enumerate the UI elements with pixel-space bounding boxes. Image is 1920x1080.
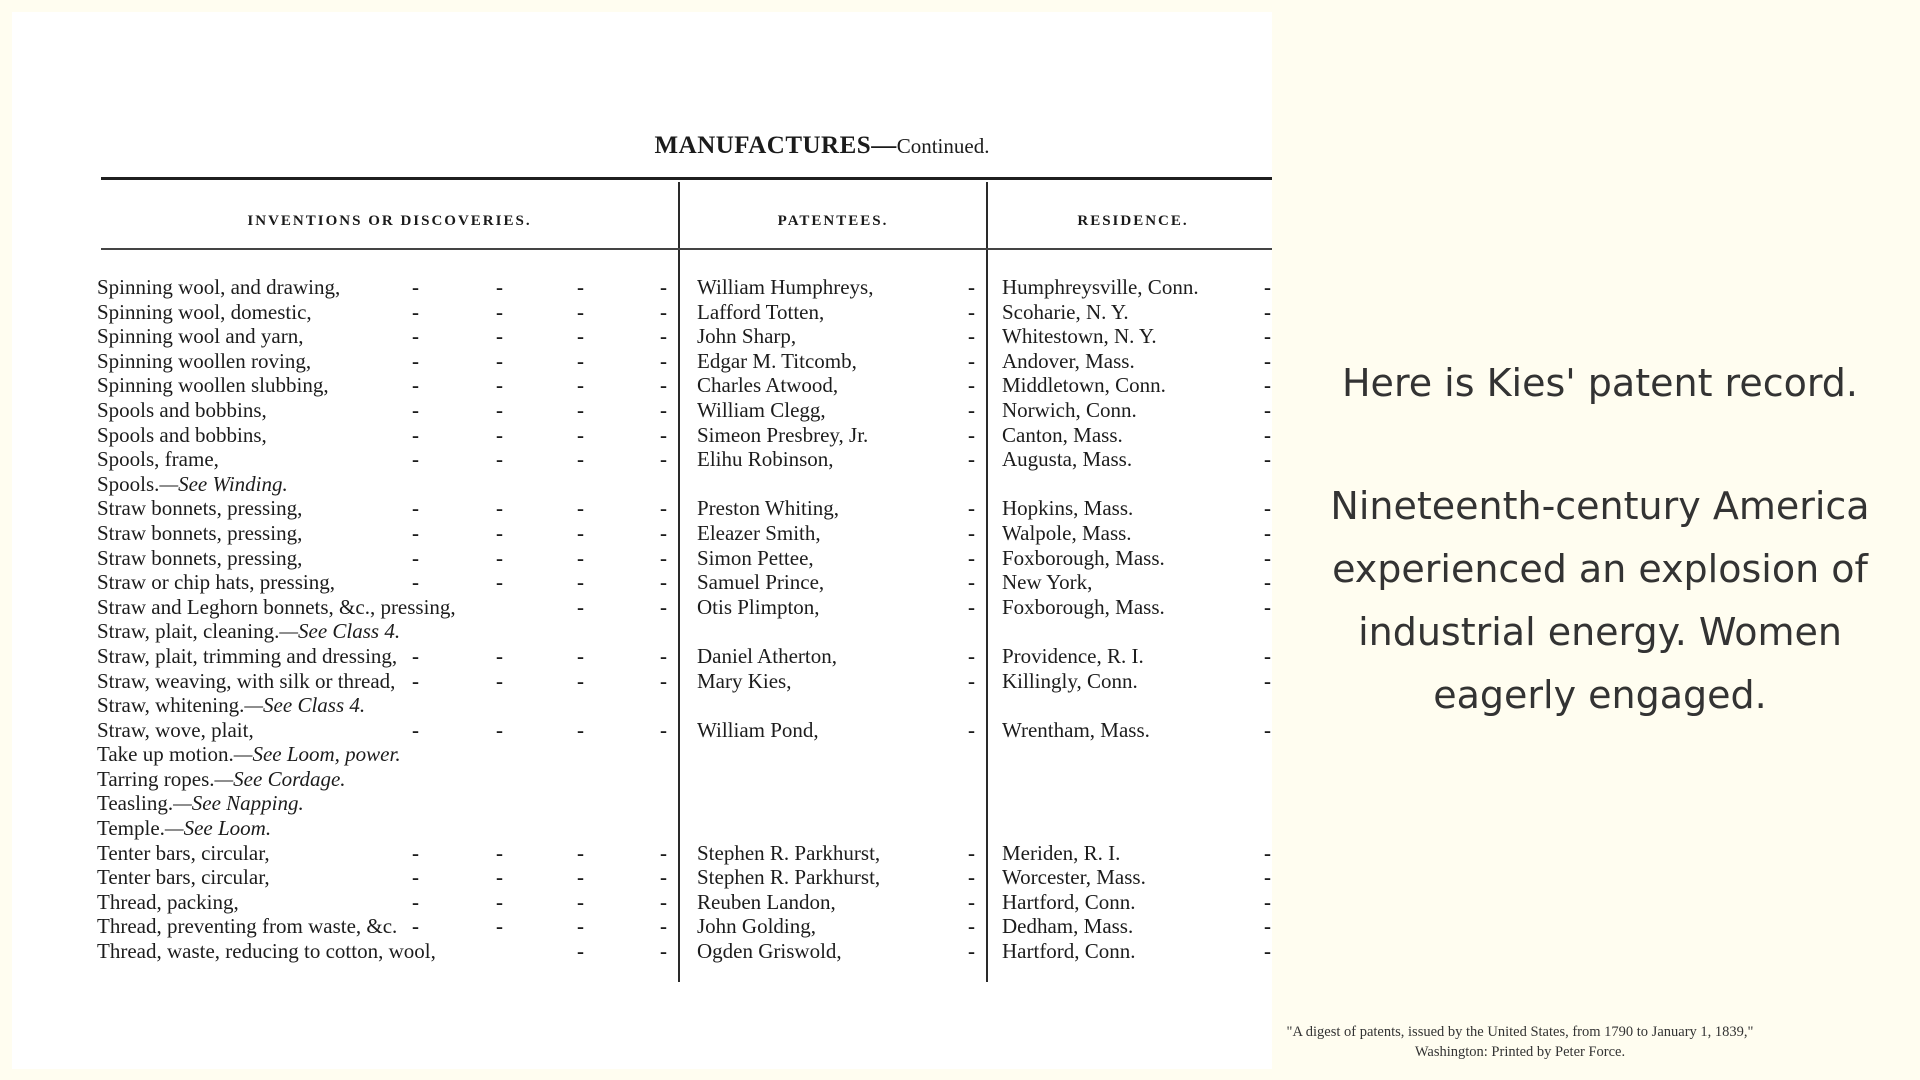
invention-text: Straw, plait, cleaning.	[97, 619, 280, 644]
leader-dash: -	[496, 496, 503, 521]
table-row	[12, 914, 1272, 939]
invention-text: Spinning wool, domestic,	[97, 299, 312, 324]
leader-dash: -	[1264, 643, 1271, 668]
invention-text: Spinning woollen slubbing,	[97, 373, 329, 398]
residence-cell: Humphreysville, Conn.	[1002, 275, 1199, 299]
residence-cell: Foxborough, Mass.	[1002, 545, 1165, 570]
patentee-cell: Otis Plimpton,	[697, 594, 820, 619]
table-row	[12, 693, 1272, 718]
invention-text: Spinning woollen roving,	[97, 348, 312, 373]
invention-text: Straw bonnets, pressing,	[97, 520, 303, 545]
invention-cell	[97, 349, 311, 373]
invention-text: Thread, packing,	[97, 889, 239, 914]
invention-text: Straw, plait, trimming and dressing,	[97, 643, 398, 668]
leader-dash: -	[1264, 914, 1271, 939]
leader-dash: -	[412, 373, 419, 398]
leader-dash: -	[1264, 545, 1271, 570]
invention-cell	[97, 841, 270, 865]
leader-dash: -	[968, 594, 975, 619]
leader-dash: -	[496, 840, 503, 865]
patentee-cell: Elihu Robinson,	[697, 447, 834, 472]
leader-dash: -	[496, 447, 503, 472]
invention-cell	[97, 742, 401, 766]
table-row	[12, 644, 1272, 669]
invention-text: Spools and bobbins,	[97, 422, 267, 447]
invention-cell	[97, 865, 270, 889]
invention-cell	[97, 373, 329, 397]
leader-dash: -	[496, 717, 503, 742]
table-row	[12, 791, 1272, 816]
residence-cell: Wrentham, Mass.	[1002, 717, 1150, 742]
table-row	[12, 349, 1272, 374]
leader-dash: -	[660, 594, 667, 619]
see-reference: —See Loom.	[164, 816, 272, 841]
invention-cell	[97, 496, 302, 520]
leader-dash: -	[412, 570, 419, 595]
leader-dash: -	[968, 447, 975, 472]
invention-text: Thread, waste, reducing to cotton, wool,	[97, 939, 436, 964]
leader-dash: -	[577, 496, 584, 521]
leader-dash: -	[968, 348, 975, 373]
invention-text: Spools and bobbins,	[97, 397, 267, 422]
table-row	[12, 570, 1272, 595]
invention-cell	[97, 619, 400, 643]
invention-text: Straw, whitening.	[97, 693, 245, 718]
leader-dash: -	[496, 324, 503, 349]
leader-dash: -	[968, 643, 975, 668]
leader-dash: -	[968, 324, 975, 349]
leader-dash: -	[577, 570, 584, 595]
invention-text: Spinning wool and yarn,	[97, 324, 304, 349]
leader-dash: -	[412, 643, 419, 668]
invention-cell	[97, 398, 267, 422]
column-header-inventions: INVENTIONS OR DISCOVERIES.	[247, 213, 532, 229]
leader-dash: -	[660, 914, 667, 939]
leader-dash: -	[1264, 939, 1271, 964]
invention-text: Straw or chip hats, pressing,	[97, 570, 335, 595]
patentee-cell: Charles Atwood,	[697, 373, 839, 398]
leader-dash: -	[660, 324, 667, 349]
leader-dash: -	[968, 397, 975, 422]
leader-dash: -	[660, 348, 667, 373]
invention-cell	[97, 669, 395, 693]
table-row	[12, 841, 1272, 866]
invention-text: Straw bonnets, pressing,	[97, 496, 303, 521]
residence-cell: Whitestown, N. Y.	[1002, 324, 1157, 349]
residence-cell: Dedham, Mass.	[1002, 914, 1134, 939]
leader-dash: -	[412, 717, 419, 742]
table-row	[12, 472, 1272, 497]
leader-dash: -	[496, 275, 503, 299]
patentee-cell: William Clegg,	[697, 397, 826, 422]
leader-dash: -	[412, 447, 419, 472]
leader-dash: -	[577, 643, 584, 668]
title-continued: Continued.	[896, 134, 990, 158]
leader-dash: -	[577, 324, 584, 349]
table-row	[12, 496, 1272, 521]
invention-cell	[97, 718, 254, 742]
leader-dash: -	[577, 520, 584, 545]
invention-cell	[97, 275, 340, 299]
leader-dash: -	[968, 545, 975, 570]
see-reference: —See Winding.	[159, 471, 288, 496]
table-row	[12, 447, 1272, 472]
table-row	[12, 619, 1272, 644]
table-row	[12, 521, 1272, 546]
leader-dash: -	[1264, 275, 1271, 299]
residence-cell: Augusta, Mass.	[1002, 447, 1133, 472]
leader-dash: -	[496, 397, 503, 422]
leader-dash: -	[412, 914, 419, 939]
table-row	[12, 890, 1272, 915]
leader-dash: -	[968, 840, 975, 865]
invention-text: Temple.	[97, 816, 165, 841]
residence-cell: New York,	[1002, 570, 1093, 595]
leader-dash: -	[968, 717, 975, 742]
patent-table-body	[12, 275, 1272, 964]
title-dash: —	[871, 132, 897, 159]
leader-dash: -	[496, 520, 503, 545]
leader-dash: -	[577, 668, 584, 693]
invention-cell	[97, 767, 346, 791]
invention-text: Straw bonnets, pressing,	[97, 545, 303, 570]
document-title	[12, 132, 1272, 160]
table-row	[12, 398, 1272, 423]
residence-cell: Hopkins, Mass.	[1002, 496, 1134, 521]
invention-text: Take up motion.	[97, 742, 234, 767]
patentee-cell: Simon Pettee,	[697, 545, 814, 570]
leader-dash: -	[968, 570, 975, 595]
leader-dash: -	[660, 447, 667, 472]
patentee-cell: Mary Kies,	[697, 668, 792, 693]
leader-dash: -	[1264, 373, 1271, 398]
table-header-rule	[101, 248, 1272, 250]
leader-dash: -	[412, 840, 419, 865]
residence-cell: Foxborough, Mass.	[1002, 594, 1165, 619]
residence-cell: Andover, Mass.	[1002, 348, 1135, 373]
patentee-cell: John Golding,	[697, 914, 817, 939]
residence-cell: Canton, Mass.	[1002, 422, 1123, 447]
leader-dash: -	[496, 373, 503, 398]
patentee-cell: Daniel Atherton,	[697, 643, 837, 668]
invention-text: Straw, weaving, with silk or thread,	[97, 668, 396, 693]
leader-dash: -	[968, 520, 975, 545]
leader-dash: -	[496, 570, 503, 595]
invention-text: Teasling.	[97, 791, 174, 816]
invention-cell	[97, 324, 303, 348]
leader-dash: -	[660, 545, 667, 570]
leader-dash: -	[968, 373, 975, 398]
invention-cell	[97, 472, 288, 496]
see-reference: —See Class 4.	[279, 619, 401, 644]
table-row	[12, 865, 1272, 890]
source-citation: "A digest of patents, issued by the United States, from 1790 to January 1, 1839," Washington: Printed by Peter Force.	[1286, 1024, 1754, 1060]
leader-dash: -	[1264, 299, 1271, 324]
invention-cell	[97, 447, 219, 471]
see-reference: —See Napping.	[173, 791, 304, 816]
leader-dash: -	[1264, 668, 1271, 693]
leader-dash: -	[412, 865, 419, 890]
leader-dash: -	[968, 496, 975, 521]
table-row	[12, 423, 1272, 448]
invention-text: Straw, wove, plait,	[97, 717, 254, 742]
invention-cell	[97, 595, 456, 619]
leader-dash: -	[496, 545, 503, 570]
see-reference: —See Class 4.	[244, 693, 366, 718]
leader-dash: -	[1264, 447, 1271, 472]
leader-dash: -	[660, 570, 667, 595]
residence-cell: Norwich, Conn.	[1002, 397, 1137, 422]
leader-dash: -	[577, 865, 584, 890]
leader-dash: -	[660, 422, 667, 447]
commentary-intro: Here is Kies' patent record.	[1341, 361, 1859, 405]
leader-dash: -	[968, 299, 975, 324]
leader-dash: -	[660, 373, 667, 398]
leader-dash: -	[660, 889, 667, 914]
leader-dash: -	[1264, 840, 1271, 865]
leader-dash: -	[577, 545, 584, 570]
leader-dash: -	[577, 348, 584, 373]
leader-dash: -	[968, 275, 975, 299]
invention-text: Tenter bars, circular,	[97, 865, 270, 890]
leader-dash: -	[1264, 594, 1271, 619]
invention-cell	[97, 914, 397, 938]
see-reference: —See Loom, power.	[233, 742, 401, 767]
table-row	[12, 718, 1272, 743]
invention-cell	[97, 546, 302, 570]
table-row	[12, 669, 1272, 694]
table-row	[12, 816, 1272, 841]
leader-dash: -	[660, 668, 667, 693]
leader-dash: -	[968, 939, 975, 964]
leader-dash: -	[1264, 717, 1271, 742]
title-main: MANUFACTURES	[654, 132, 872, 159]
leader-dash: -	[1264, 397, 1271, 422]
invention-text: Spinning wool, and drawing,	[97, 275, 341, 299]
leader-dash: -	[496, 299, 503, 324]
residence-cell: Walpole, Mass.	[1002, 520, 1132, 545]
leader-dash: -	[577, 397, 584, 422]
residence-cell: Worcester, Mass.	[1002, 865, 1146, 890]
patentee-cell: Eleazer Smith,	[697, 520, 821, 545]
patentee-cell: Preston Whiting,	[697, 496, 839, 521]
patentee-cell: Ogden Griswold,	[697, 939, 842, 964]
leader-dash: -	[660, 496, 667, 521]
leader-dash: -	[577, 939, 584, 964]
leader-dash: -	[660, 840, 667, 865]
column-header-patentees: PATENTEES.	[777, 213, 889, 229]
table-row	[12, 595, 1272, 620]
leader-dash: -	[660, 939, 667, 964]
table-row	[12, 373, 1272, 398]
invention-cell	[97, 570, 335, 594]
residence-cell: Scoharie, N. Y.	[1002, 299, 1129, 324]
leader-dash: -	[496, 422, 503, 447]
leader-dash: -	[412, 275, 419, 299]
patentee-cell: Reuben Landon,	[697, 889, 836, 914]
leader-dash: -	[577, 889, 584, 914]
leader-dash: -	[660, 717, 667, 742]
leader-dash: -	[412, 299, 419, 324]
leader-dash: -	[412, 422, 419, 447]
invention-cell	[97, 644, 397, 668]
patent-record-scan	[12, 12, 1272, 1069]
patentee-cell: Lafford Totten,	[697, 299, 825, 324]
leader-dash: -	[412, 348, 419, 373]
table-row	[12, 275, 1272, 300]
leader-dash: -	[412, 397, 419, 422]
invention-cell	[97, 693, 365, 717]
leader-dash: -	[660, 275, 667, 299]
leader-dash: -	[660, 643, 667, 668]
leader-dash: -	[1264, 422, 1271, 447]
leader-dash: -	[577, 299, 584, 324]
invention-cell	[97, 816, 271, 840]
leader-dash: -	[412, 324, 419, 349]
leader-dash: -	[496, 865, 503, 890]
residence-cell: Middletown, Conn.	[1002, 373, 1166, 398]
leader-dash: -	[577, 717, 584, 742]
invention-cell	[97, 300, 312, 324]
patentee-cell: Edgar M. Titcomb,	[697, 348, 857, 373]
leader-dash: -	[496, 889, 503, 914]
invention-text: Spools.	[97, 471, 160, 496]
residence-cell: Meriden, R. I.	[1002, 840, 1121, 865]
residence-cell: Providence, R. I.	[1002, 643, 1144, 668]
invention-text: Thread, preventing from waste, &c.	[97, 914, 398, 939]
invention-cell	[97, 521, 302, 545]
leader-dash: -	[660, 520, 667, 545]
leader-dash: -	[577, 422, 584, 447]
see-reference: —See Cordage.	[214, 766, 346, 791]
invention-text: Tarring ropes.	[97, 766, 215, 791]
table-top-rule	[101, 177, 1272, 180]
invention-cell	[97, 423, 267, 447]
leader-dash: -	[577, 447, 584, 472]
leader-dash: -	[1264, 889, 1271, 914]
leader-dash: -	[412, 545, 419, 570]
table-row	[12, 767, 1272, 792]
leader-dash: -	[412, 668, 419, 693]
leader-dash: -	[496, 348, 503, 373]
patentee-cell: John Sharp,	[697, 324, 797, 349]
patentee-cell: William Pond,	[697, 717, 819, 742]
invention-text: Spools, frame,	[97, 447, 219, 472]
invention-text: Straw and Leghorn bonnets, &c., pressing,	[97, 594, 456, 619]
leader-dash: -	[1264, 570, 1271, 595]
leader-dash: -	[496, 643, 503, 668]
invention-cell	[97, 939, 436, 963]
residence-cell: Hartford, Conn.	[1002, 889, 1136, 914]
table-row	[12, 546, 1272, 571]
leader-dash: -	[577, 275, 584, 299]
leader-dash: -	[577, 914, 584, 939]
residence-cell: Hartford, Conn.	[1002, 939, 1136, 964]
invention-text: Tenter bars, circular,	[97, 840, 270, 865]
residence-cell: Killingly, Conn.	[1002, 668, 1138, 693]
patentee-cell: Stephen R. Parkhurst,	[697, 840, 881, 865]
leader-dash: -	[660, 299, 667, 324]
table-row	[12, 939, 1272, 964]
leader-dash: -	[1264, 865, 1271, 890]
leader-dash: -	[968, 865, 975, 890]
invention-cell	[97, 890, 239, 914]
leader-dash: -	[968, 422, 975, 447]
leader-dash: -	[496, 668, 503, 693]
patentee-cell: Simeon Presbrey, Jr.	[697, 422, 869, 447]
leader-dash: -	[660, 397, 667, 422]
patentee-cell: Samuel Prince,	[697, 570, 825, 595]
leader-dash: -	[577, 840, 584, 865]
leader-dash: -	[1264, 348, 1271, 373]
leader-dash: -	[1264, 496, 1271, 521]
patentee-cell: William Humphreys,	[697, 275, 874, 299]
invention-cell	[97, 791, 304, 815]
patentee-cell: Stephen R. Parkhurst,	[697, 865, 881, 890]
leader-dash: -	[1264, 324, 1271, 349]
column-header-residence: RESIDENCE.	[1077, 213, 1189, 229]
leader-dash: -	[412, 496, 419, 521]
leader-dash: -	[1264, 520, 1271, 545]
leader-dash: -	[412, 889, 419, 914]
leader-dash: -	[968, 668, 975, 693]
leader-dash: -	[968, 889, 975, 914]
commentary-body: Nineteenth-century America experienced an explosion of industrial energy. Women eagerly engaged.	[1330, 484, 1870, 717]
leader-dash: -	[577, 594, 584, 619]
table-row	[12, 742, 1272, 767]
table-row	[12, 324, 1272, 349]
leader-dash: -	[968, 914, 975, 939]
leader-dash: -	[660, 865, 667, 890]
table-row	[12, 300, 1272, 325]
leader-dash: -	[577, 373, 584, 398]
leader-dash: -	[412, 520, 419, 545]
leader-dash: -	[496, 914, 503, 939]
